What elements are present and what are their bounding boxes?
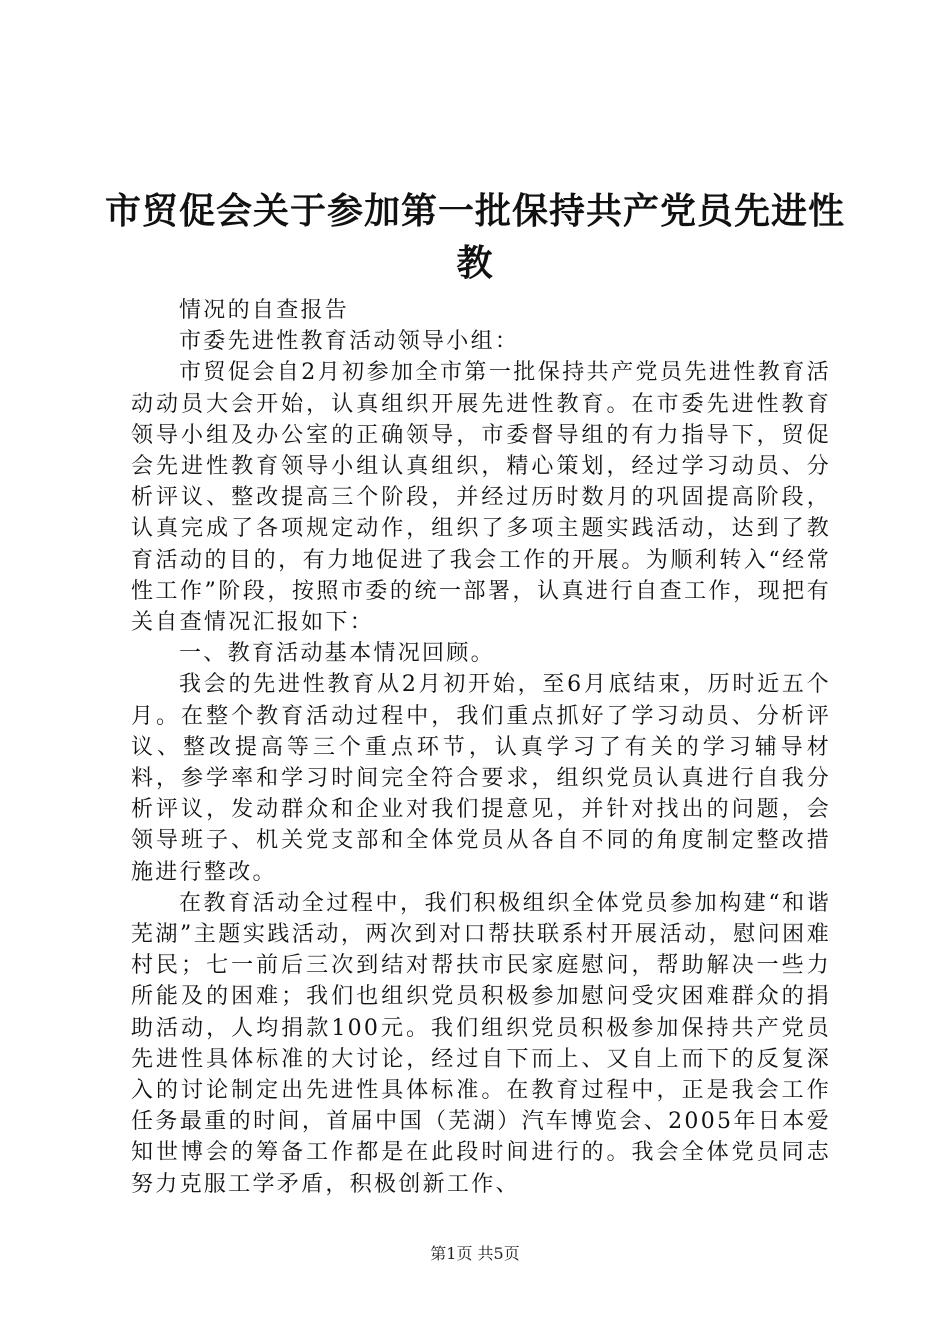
intro-paragraph: 市贸促会自2月初参加全市第一批保持共产党员先进性教育活动动员大会开始，认真组织开展先进性教育。在市委先进性教育领导小组及办公室的正确领导，市委督导组的有力指导下，贸促会先进性教育领导小组认真组织，精心策划，经过学习动员、分析评议、整改提高三个阶段，并经过历时数月的巩固提高阶段，认真完成了各项规定动作，组织了多项主题实践活动，达到了教育活动的目的，有力地促进了我会工作的开展。为顺利转入“经常性工作”阶段，按照市委的统一部署，认真进行自查工作，现把有关自查情况汇报如下： (131, 360, 831, 636)
page-footer: 第1页 共5页 (430, 1244, 520, 1263)
document-body (131, 295, 831, 1200)
body-paragraph: 我会的先进性教育从2月初开始，至6月底结束，历时近五个月。在整个教育活动过程中，我们重点抓好了学习动员、分析评议、整改提高等三个重点环节，认真学习了有关的学习辅导材料，参学率和学习时间完全符合要求，组织党员认真进行自我分析评议，发动群众和企业对我们提意见，并针对找出的问题，会领导班子、机关党支部和全体党员从各自不同的角度制定整改措施进行整改。 (131, 672, 831, 885)
document-title-line-1: 市贸促会关于参加第一批保持共产党员先进性 (104, 190, 845, 232)
subtitle-paragraph: 情况的自查报告 (179, 298, 350, 323)
section-heading-1: 一、教育活动基本情况回顾。 (179, 641, 495, 667)
body-paragraph: 在教育活动全过程中，我们积极组织全体党员参加构建“和谐芜湖”主题实践活动，两次到对口帮扶联系村开展活动，慰问困难村民；七一前后三次到结对帮扶市民家庭慰问，帮助解决一些力所能及的困难；我们也组织党员积极参加慰问受灾困难群众的捐助活动，人均捐款100元。我们组织党员积极参加保持共产党员先进性具体标准的大讨论，经过自下而上、又自上而下的反复深入的讨论制定出先进性具体标准。在教育过程中，正是我会工作任务最重的时间，首届中国（芜湖）汽车博览会、2005年日本爱知世博会的筹备工作都是在此段时间进行的。我会全体党员同志努力克服工学矛盾，积极创新工作、 (131, 890, 831, 1197)
salutation-paragraph: 市委先进性教育活动领导小组： (179, 329, 520, 355)
document-title-line-2: 教 (456, 242, 494, 284)
